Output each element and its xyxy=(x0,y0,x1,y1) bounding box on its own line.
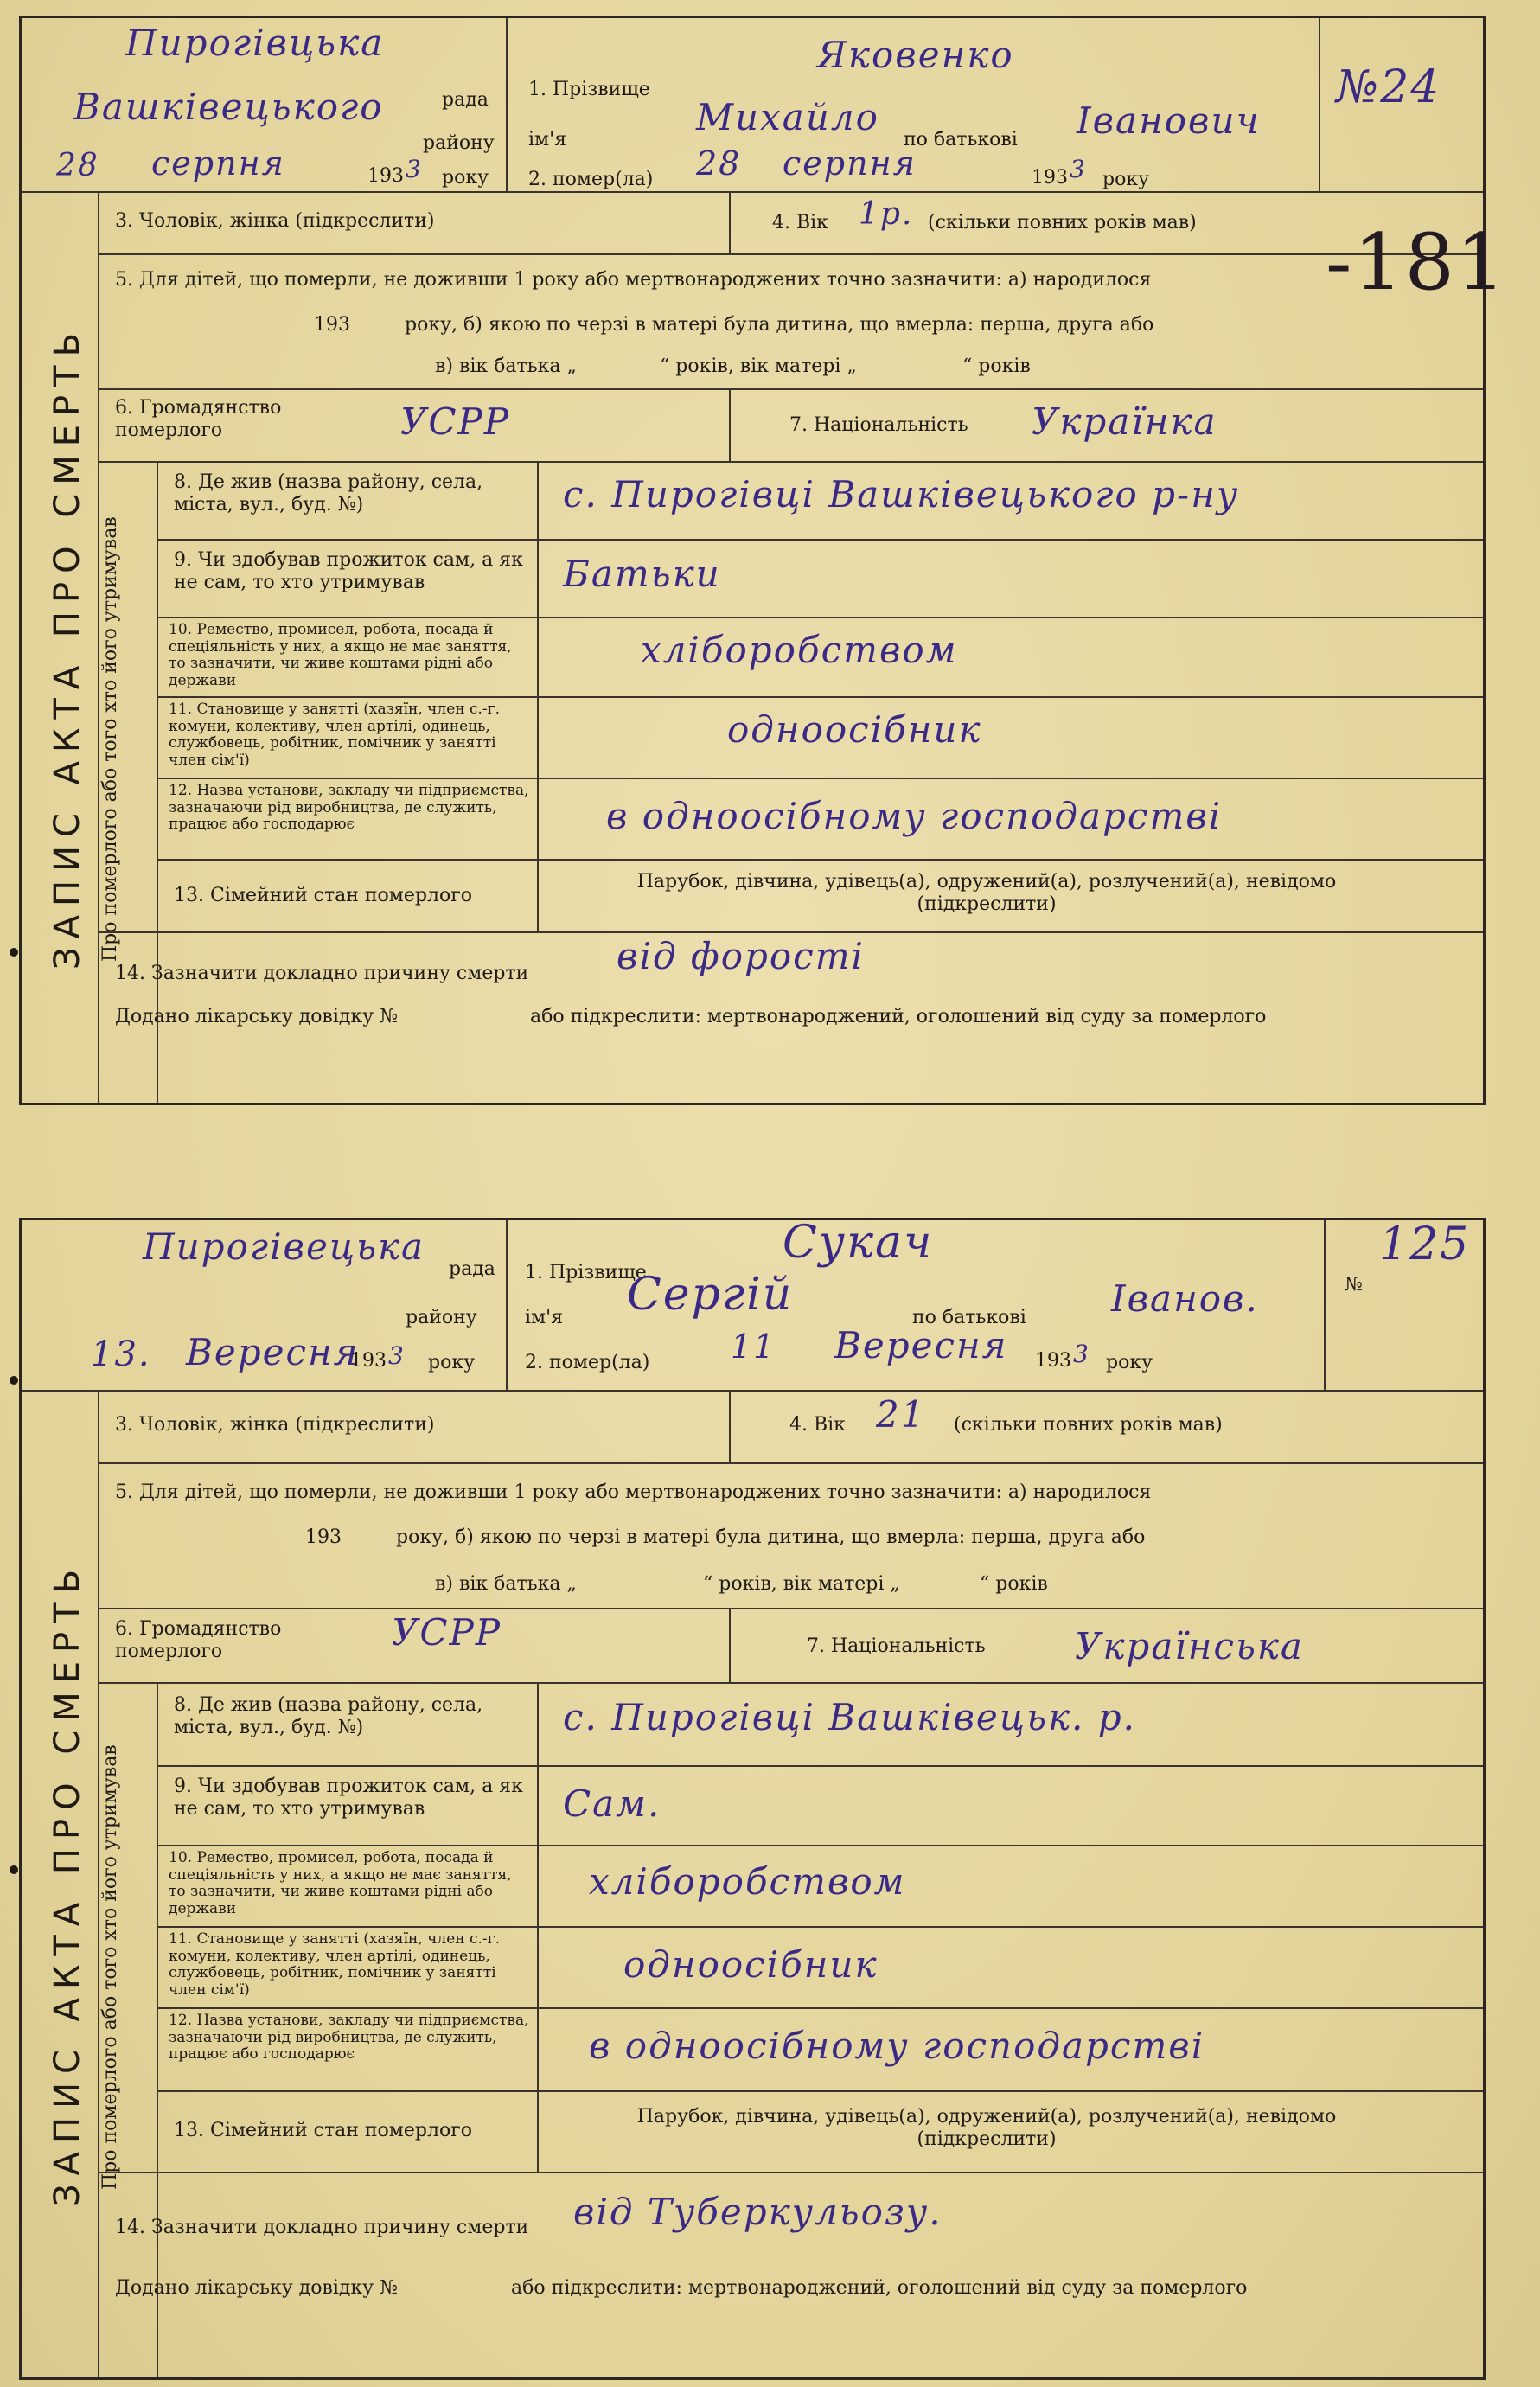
year-handwritten: 3 xyxy=(406,155,423,183)
died-year-prefix: 193 xyxy=(1035,1350,1071,1372)
raion-label: району xyxy=(406,1307,477,1328)
marital-status-options: Парубок, дівчина, удівець(а), одружений(а), розлучений(а), невідомо (підкреслити) xyxy=(636,871,1337,916)
date-month-handwritten: серпня xyxy=(151,144,285,182)
binding-hole xyxy=(10,948,18,957)
children-line-c1: в) вік батька „ xyxy=(435,1573,577,1595)
row-occupation xyxy=(157,1845,1483,1928)
age-note: (скільки повних років мав) xyxy=(954,1414,1223,1436)
residence-handwritten: с. Пирогівці Вашківецького р-ну xyxy=(563,473,1240,515)
cause-label: 14. Зазначити докладно причину смерти xyxy=(115,2217,529,2238)
employment-status-label: 11. Становище у занятті (хазяїн, член с.-г. комуни, колективу, член артілі, одинець, службовець, робітник, помічник у занятті член сім'ї) xyxy=(169,701,500,769)
name-label: ім'я xyxy=(528,129,567,150)
row-citizenship xyxy=(98,1608,1483,1684)
footer-options: або підкреслити: мертвонароджений, оголошений від суду за померлого xyxy=(511,2277,1248,2299)
row-institution xyxy=(157,778,1483,861)
row-marital-status xyxy=(157,859,1483,933)
institution-label: 12. Назва установи, закладу чи підприємства, зазначаючи рід виробництва, де служить, працює або господарює xyxy=(169,782,529,834)
employment-status-handwritten: одноосібник xyxy=(727,708,982,751)
died-label: 2. помер(ла) xyxy=(528,169,654,190)
roku-label: року xyxy=(442,167,489,189)
binding-hole xyxy=(10,1376,18,1385)
children-line-a: 5. Для дітей, що померли, не доживши 1 року або мертвонароджених точно зазначити: а) народилося xyxy=(115,269,1152,291)
age-label: 4. Вік xyxy=(772,212,828,234)
children-line-c1: в) вік батька „ xyxy=(435,355,577,377)
children-line-b: року, б) якою по черзі в матері була дитина, що вмерла: перша, друга або xyxy=(396,1526,1146,1548)
children-year: 193 xyxy=(314,314,350,336)
died-month-handwritten: Вересня xyxy=(834,1324,1008,1366)
side-subtitle: Про померлого або того хто його утримував xyxy=(99,516,121,963)
children-line-b: року, б) якою по черзі в матері була дитина, що вмерла: перша, друга або xyxy=(405,314,1154,336)
row-residence xyxy=(157,1682,1483,1767)
row-cause-of-death xyxy=(98,931,1483,1037)
surname-handwritten: Сукач xyxy=(783,1217,934,1269)
children-year: 193 xyxy=(305,1526,342,1548)
occupation-label: 10. Ремество, промисел, робота, посада й спеціяльність у них, а якщо не має заняття, то зазначити, чи живе коштами рідні або держави xyxy=(169,621,512,689)
form-header xyxy=(22,18,1483,193)
row-occupation xyxy=(157,617,1483,698)
residence-label: 8. Де жив (назва району, села, міста, вул., буд. №) xyxy=(174,1694,483,1739)
number-label: № xyxy=(1345,1274,1363,1296)
residence-handwritten: с. Пирогівці Вашківецьк. р. xyxy=(563,1696,1136,1738)
age-note: (скільки повних років мав) xyxy=(928,212,1197,234)
footer-certificate: Додано лікарську довідку № xyxy=(115,1006,398,1027)
footer-options: або підкреслити: мертвонароджений, оголошений від суду за померлого xyxy=(530,1006,1267,1027)
age-handwritten: 1р. xyxy=(859,196,914,232)
form-header xyxy=(22,1217,1483,1392)
death-record-form-2 xyxy=(19,1218,1486,2380)
employment-status-handwritten: одноосібник xyxy=(623,1943,879,1986)
nationality-handwritten: Українка xyxy=(1032,400,1217,443)
children-line-a: 5. Для дітей, що померли, не доживши 1 року або мертвонароджених точно зазначити: а) народилося xyxy=(115,1481,1152,1503)
sex-label: 3. Чоловік, жінка (підкреслити) xyxy=(115,1414,435,1436)
date-month-handwritten: Вересня xyxy=(186,1331,360,1373)
row-children xyxy=(98,1462,1483,1609)
age-label: 4. Вік xyxy=(789,1414,846,1436)
marital-status-label: 13. Сімейний стан померлого xyxy=(174,2120,473,2141)
council-handwritten: Пирогівцька xyxy=(125,22,385,64)
died-month-handwritten: серпня xyxy=(783,144,917,182)
institution-handwritten: в одноосібному господарстві xyxy=(589,2025,1205,2067)
patronymic-label: по батькові xyxy=(912,1307,1026,1328)
marital-status-label: 13. Сімейний стан померлого xyxy=(174,885,473,906)
marital-status-options: Парубок, дівчина, удівець(а), одружений(а), розлучений(а), невідомо (підкреслити) xyxy=(636,2106,1337,2151)
citizenship-label: 6. Громадянство померлого xyxy=(115,1618,282,1663)
died-day-handwritten: 28 xyxy=(696,144,742,182)
livelihood-label: 9. Чи здобував прожиток сам, а як не сам, то хто утримував xyxy=(174,1776,523,1821)
livelihood-label: 9. Чи здобував прожиток сам, а як не сам, то хто утримував xyxy=(174,549,523,594)
row-employment-status xyxy=(157,696,1483,779)
died-day-handwritten: 11 xyxy=(731,1328,776,1366)
row-marital-status xyxy=(157,2090,1483,2173)
children-line-c3: “ років xyxy=(962,355,1031,377)
row-citizenship xyxy=(98,388,1483,463)
roku-label: року xyxy=(428,1352,476,1373)
occupation-label: 10. Ремество, промисел, робота, посада й спеціяльність у них, а якщо не має заняття, то зазначити, чи живе коштами рідні або держави xyxy=(169,1849,512,1917)
patronymic-handwritten: Іванов. xyxy=(1111,1277,1259,1320)
nationality-label: 7. Національність xyxy=(807,1635,986,1657)
year-handwritten: 3 xyxy=(388,1341,406,1370)
name-handwritten: Михайло xyxy=(696,96,879,138)
occupation-handwritten: хліборобством xyxy=(589,1860,906,1903)
died-year-prefix: 193 xyxy=(1032,167,1068,189)
row-livelihood xyxy=(157,539,1483,618)
citizenship-label: 6. Громадянство померлого xyxy=(115,397,282,442)
children-line-c2: “ років, вік матері „ xyxy=(660,355,857,377)
citizenship-handwritten: УСРР xyxy=(400,400,511,443)
row-residence xyxy=(157,461,1483,541)
children-line-c2: “ років, вік матері „ xyxy=(703,1573,900,1595)
surname-label: 1. Прізвище xyxy=(525,1262,647,1283)
rada-label: рада xyxy=(449,1258,495,1280)
year-prefix: 193 xyxy=(367,165,404,187)
row-sex-age xyxy=(98,1390,1483,1464)
council-handwritten: Пирогівецька xyxy=(143,1225,425,1268)
sex-label: 3. Чоловік, жінка (підкреслити) xyxy=(115,210,435,232)
institution-label: 12. Назва установи, закладу чи підприємства, зазначаючи рід виробництва, де служить, працює або господарює xyxy=(169,2012,529,2064)
raion-handwritten: Вашківецького xyxy=(73,86,384,128)
row-children xyxy=(98,253,1483,390)
citizenship-handwritten: УСРР xyxy=(392,1611,502,1654)
age-handwritten: 21 xyxy=(876,1393,926,1436)
cause-handwritten: від форості xyxy=(617,935,865,977)
side-title: ЗАПИС АКТА ПРО СМЕРТЬ xyxy=(48,1560,87,2207)
death-record-form-1 xyxy=(19,16,1508,1105)
cause-label: 14. Зазначити докладно причину смерти xyxy=(115,963,529,984)
children-line-c3: “ років xyxy=(980,1573,1048,1595)
year-prefix: 193 xyxy=(350,1350,387,1372)
name-label: ім'я xyxy=(525,1307,564,1328)
rada-label: рада xyxy=(442,89,489,111)
row-employment-status xyxy=(157,1926,1483,2009)
record-number-handwritten: №24 xyxy=(1336,61,1441,113)
side-subtitle: Про померлого або того хто його утримував xyxy=(99,1744,121,2191)
cause-handwritten: від Туберкульозу. xyxy=(573,2191,943,2233)
row-institution xyxy=(157,2007,1483,2092)
livelihood-handwritten: Сам. xyxy=(563,1782,661,1825)
patronymic-label: по батькові xyxy=(904,129,1018,150)
row-cause-of-death xyxy=(98,2172,1483,2379)
raion-label: району xyxy=(423,132,495,154)
died-roku-label: року xyxy=(1106,1352,1153,1373)
margin-number-handwritten: -181 xyxy=(1326,217,1508,308)
died-roku-label: року xyxy=(1102,169,1150,190)
footer-certificate: Додано лікарську довідку № xyxy=(115,2277,398,2299)
record-number-handwritten: 125 xyxy=(1379,1219,1471,1270)
occupation-handwritten: хліборобством xyxy=(641,629,958,671)
surname-handwritten: Яковенко xyxy=(817,34,1014,76)
patronymic-handwritten: Іванович xyxy=(1077,99,1261,142)
side-title: ЗАПИС АКТА ПРО СМЕРТЬ xyxy=(48,323,87,970)
employment-status-label: 11. Становище у занятті (хазяїн, член с.-г. комуни, колективу, член артілі, одинець, службовець, робітник, помічник у занятті член сім'ї) xyxy=(169,1930,500,1999)
died-label: 2. помер(ла) xyxy=(525,1352,650,1373)
name-handwritten: Сергій xyxy=(627,1269,794,1321)
date-day-handwritten: 13. xyxy=(91,1334,151,1374)
surname-label: 1. Прізвище xyxy=(528,79,650,100)
died-year-handwritten: 3 xyxy=(1073,1340,1090,1368)
row-livelihood xyxy=(157,1765,1483,1846)
nationality-handwritten: Українська xyxy=(1075,1625,1304,1667)
binding-hole xyxy=(10,1865,18,1874)
died-year-handwritten: 3 xyxy=(1070,155,1087,183)
nationality-label: 7. Національність xyxy=(789,414,968,436)
institution-handwritten: в одноосібному господарстві xyxy=(606,795,1223,837)
livelihood-handwritten: Батьки xyxy=(563,553,721,595)
residence-label: 8. Де жив (назва району, села, міста, вул., буд. №) xyxy=(174,471,483,516)
date-day-handwritten: 28 xyxy=(56,148,99,183)
